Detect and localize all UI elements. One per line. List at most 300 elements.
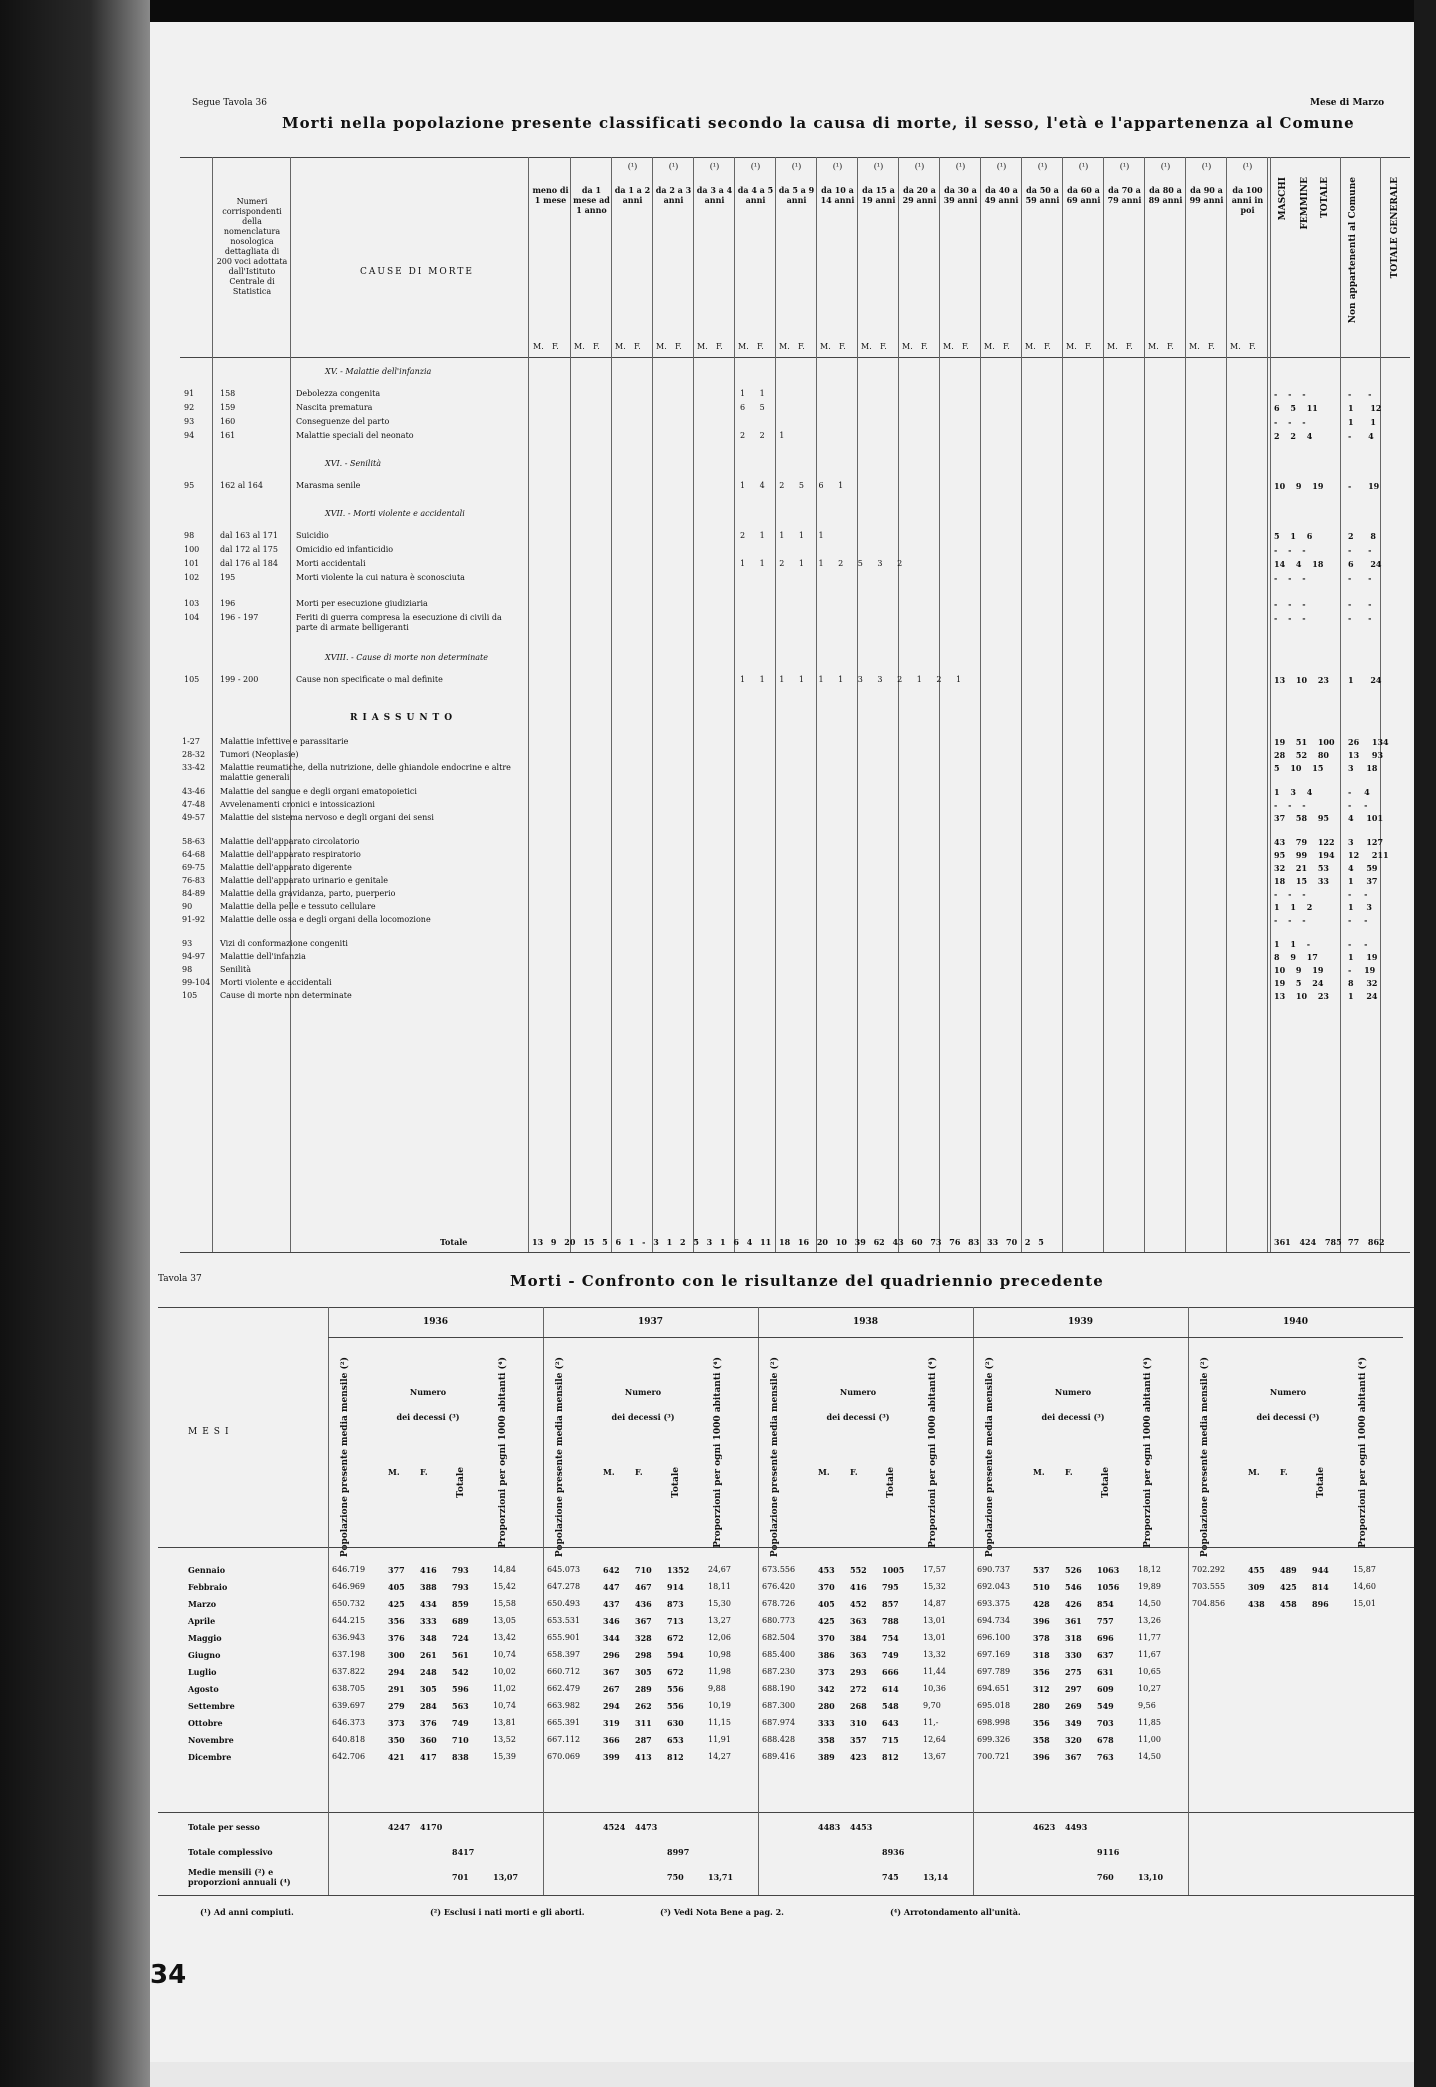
total-deaths: 814 xyxy=(1312,1582,1329,1592)
male-deaths: 510 xyxy=(1033,1582,1050,1592)
age-note: (¹) xyxy=(914,162,925,171)
total-deaths: 696 xyxy=(1097,1633,1114,1643)
row-number: 93 xyxy=(184,417,195,426)
total-deaths: 724 xyxy=(452,1633,469,1643)
year-divider xyxy=(758,1307,759,1895)
summary-cause: Malattie dell'apparato circolatorio xyxy=(220,837,360,846)
proportion: 11,02 xyxy=(493,1684,516,1693)
female-head: F. xyxy=(593,342,600,351)
summary-total-general: - 19 xyxy=(1348,965,1376,975)
total-deaths: 672 xyxy=(667,1667,684,1677)
summary-totals: - - - xyxy=(1274,889,1306,899)
summary-code: 105 xyxy=(182,991,198,1000)
male-head: M. xyxy=(1107,342,1118,351)
male-deaths: 396 xyxy=(1033,1616,1050,1626)
summary-cause: Avvelenamenti cronici e intossicazioni xyxy=(220,800,375,809)
proporzione-annuale: 13,07 xyxy=(493,1872,519,1882)
age-note: (¹) xyxy=(1242,162,1253,171)
male-deaths: 358 xyxy=(1033,1735,1050,1745)
male-deaths: 378 xyxy=(1033,1633,1050,1643)
row-code: 159 xyxy=(220,403,236,412)
female-deaths: 363 xyxy=(850,1650,867,1660)
age-note: (¹) xyxy=(955,162,966,171)
male-deaths: 291 xyxy=(388,1684,405,1694)
year-rule xyxy=(758,1337,973,1338)
summary-totals: - - - xyxy=(1274,915,1306,925)
media-mensile: 760 xyxy=(1097,1872,1114,1882)
age-group-label: da 3 a 4 anni xyxy=(696,185,733,205)
pop-value: 694.734 xyxy=(977,1616,1011,1625)
proportion: 14,50 xyxy=(1138,1599,1161,1608)
row-totals: - - - xyxy=(1274,573,1306,583)
total-deaths: 754 xyxy=(882,1633,899,1643)
summary-cause: Malattie del sistema nervoso e degli organi dei sensi xyxy=(220,813,434,822)
media-mensile: 701 xyxy=(452,1872,469,1882)
pop-value: 655.901 xyxy=(547,1633,581,1642)
proporzione-annuale: 13,14 xyxy=(923,1872,949,1882)
month-label: Dicembre xyxy=(188,1752,232,1762)
summary-cause: Malattie della pelle e tessuto cellulare xyxy=(220,902,376,911)
age-group-label: da 80 a 89 anni xyxy=(1148,185,1183,205)
age-col-divider xyxy=(980,157,981,1252)
male-deaths: 312 xyxy=(1033,1684,1050,1694)
age-note: (¹) xyxy=(627,162,638,171)
decessi-head: dei decessi (³) xyxy=(1256,1412,1320,1422)
male-deaths: 447 xyxy=(603,1582,620,1592)
proportion: 11,44 xyxy=(923,1667,946,1676)
decessi-head: dei decessi (³) xyxy=(826,1412,890,1422)
pop-value: 693.375 xyxy=(977,1599,1011,1608)
female-deaths: 710 xyxy=(635,1565,652,1575)
male-head: M. xyxy=(984,342,995,351)
proporzione-annuale: 13,71 xyxy=(708,1872,734,1882)
row-totals: 5 1 6 xyxy=(1274,531,1313,541)
total-deaths: 859 xyxy=(452,1599,469,1609)
age-col-divider xyxy=(1144,157,1145,1252)
age-note: (¹) xyxy=(873,162,884,171)
total-deaths: 1352 xyxy=(667,1565,690,1575)
row-cause: Morti per esecuzione giudiziaria xyxy=(296,599,428,608)
row-total-general: - - xyxy=(1348,389,1372,399)
male-deaths: 356 xyxy=(1033,1718,1050,1728)
age-group-label: da 1 a 2 anni xyxy=(614,185,651,205)
pop-value: 702.292 xyxy=(1192,1565,1226,1574)
total-deaths: 793 xyxy=(452,1565,469,1575)
row-number: 94 xyxy=(184,431,195,440)
row-total-general: - - xyxy=(1348,613,1372,623)
table-comparison xyxy=(158,1307,1414,1897)
total-deaths: 666 xyxy=(882,1667,899,1677)
summary-total-general: 1 3 xyxy=(1348,902,1372,912)
total-deaths: 854 xyxy=(1097,1599,1114,1609)
male-deaths: 300 xyxy=(388,1650,405,1660)
male-deaths: 537 xyxy=(1033,1565,1050,1575)
female-deaths: 287 xyxy=(635,1735,652,1745)
age-col-divider xyxy=(1185,157,1186,1252)
row-number: 102 xyxy=(184,573,200,582)
summary-cause: Cause di morte non determinate xyxy=(220,991,352,1000)
age-group-label: meno di 1 mese xyxy=(532,185,569,205)
summary-code: 94-97 xyxy=(182,952,206,961)
summary-total-general: 26 134 xyxy=(1348,737,1389,747)
female-deaths: 363 xyxy=(850,1616,867,1626)
female-deaths: 416 xyxy=(420,1565,437,1575)
pop-value: 653.531 xyxy=(547,1616,581,1625)
female-deaths: 357 xyxy=(850,1735,867,1745)
m-head: M. xyxy=(603,1467,615,1477)
male-deaths: 405 xyxy=(388,1582,405,1592)
male-deaths: 373 xyxy=(818,1667,835,1677)
female-deaths: 320 xyxy=(1065,1735,1082,1745)
pop-value: 647.278 xyxy=(547,1582,581,1591)
total-deaths: 561 xyxy=(452,1650,469,1660)
row-total-general: 1 1 xyxy=(1348,417,1376,427)
table2-title: Morti - Confronto con le risultanze del quadriennio precedente xyxy=(510,1272,1104,1290)
age-group-label: da 20 a 29 anni xyxy=(902,185,937,205)
male-deaths: 358 xyxy=(818,1735,835,1745)
total-deaths: 672 xyxy=(667,1633,684,1643)
summary-total-general: - - xyxy=(1348,889,1368,899)
total-deaths: 637 xyxy=(1097,1650,1114,1660)
male-deaths: 309 xyxy=(1248,1582,1265,1592)
m-head: M. xyxy=(1033,1467,1045,1477)
row-number: 98 xyxy=(184,531,195,540)
summary-total-general: 8 32 xyxy=(1348,978,1378,988)
proportion: 10,27 xyxy=(1138,1684,1161,1693)
footnote: (¹) Ad anni compiuti. xyxy=(200,1907,294,1917)
age-group-label: da 40 a 49 anni xyxy=(984,185,1019,205)
table-causes xyxy=(180,157,1410,1257)
year-rule xyxy=(973,1337,1188,1338)
month-label: Giugno xyxy=(188,1650,221,1660)
col-cause-header: CAUSE DI MORTE xyxy=(360,267,474,277)
summary-cause: Malattie dell'apparato respiratorio xyxy=(220,850,361,859)
male-deaths: 373 xyxy=(388,1718,405,1728)
row-cause: Malattie speciali del neonato xyxy=(296,431,414,440)
female-deaths: 261 xyxy=(420,1650,437,1660)
pop-value: 639.697 xyxy=(332,1701,366,1710)
row-code: 199 - 200 xyxy=(220,675,259,684)
pop-value: 665.391 xyxy=(547,1718,581,1727)
female-head: F. xyxy=(757,342,764,351)
proportion: 10,19 xyxy=(708,1701,731,1710)
header-left: Segue Tavola 36 xyxy=(192,98,267,108)
female-deaths: 552 xyxy=(850,1565,867,1575)
row-code: 196 xyxy=(220,599,236,608)
pop-value: 673.556 xyxy=(762,1565,796,1574)
summary-totals: 5 10 15 xyxy=(1274,763,1324,773)
age-col-divider xyxy=(693,157,694,1252)
proportion: 17,57 xyxy=(923,1565,946,1574)
summary-code: 1-27 xyxy=(182,737,200,746)
tot-female: 4493 xyxy=(1065,1822,1088,1832)
row-totals: - - - xyxy=(1274,545,1306,555)
row-total-general: 1 24 xyxy=(1348,675,1382,685)
male-deaths: 425 xyxy=(818,1616,835,1626)
tot-female: 4170 xyxy=(420,1822,443,1832)
male-head: M. xyxy=(1230,342,1241,351)
summary-total-general: 1 24 xyxy=(1348,991,1378,1001)
age-group-label: da 1 mese ad 1 anno xyxy=(573,185,610,215)
male-head: M. xyxy=(902,342,913,351)
summary-totals: 95 99 194 xyxy=(1274,850,1335,860)
proportion: 24,67 xyxy=(708,1565,731,1574)
age-col-divider xyxy=(775,157,776,1252)
age-col-divider xyxy=(734,157,735,1252)
male-deaths: 367 xyxy=(603,1667,620,1677)
proportion: 13,32 xyxy=(923,1650,946,1659)
male-deaths: 356 xyxy=(388,1616,405,1626)
female-deaths: 384 xyxy=(850,1633,867,1643)
year-divider xyxy=(543,1307,544,1895)
female-deaths: 423 xyxy=(850,1752,867,1762)
age-col-divider xyxy=(1267,157,1268,1252)
year-label: 1937 xyxy=(637,1317,664,1327)
age-col-divider xyxy=(857,157,858,1252)
total-deaths: 678 xyxy=(1097,1735,1114,1745)
summary-totals: 37 58 95 xyxy=(1274,813,1329,823)
decessi-head: dei decessi (³) xyxy=(1041,1412,1105,1422)
female-deaths: 310 xyxy=(850,1718,867,1728)
proportion: 14,84 xyxy=(493,1565,516,1574)
age-col-divider xyxy=(1103,157,1104,1252)
totals-header: Non appartenenti al Comune xyxy=(1348,177,1358,324)
tot-complessivo: 8936 xyxy=(882,1847,905,1857)
pop-value: 690.737 xyxy=(977,1565,1011,1574)
row-code: dal 176 al 184 xyxy=(220,559,278,568)
age-note: (¹) xyxy=(668,162,679,171)
female-deaths: 416 xyxy=(850,1582,867,1592)
pop-value: 646.969 xyxy=(332,1582,366,1591)
section-heading: XV. - Malattie dell'infanzia xyxy=(325,367,432,376)
proportion: 11,67 xyxy=(1138,1650,1161,1659)
row-totals: 6 5 11 xyxy=(1274,403,1318,413)
summary-code: 58-63 xyxy=(182,837,206,846)
total-deaths: 873 xyxy=(667,1599,684,1609)
totals-header: TOTALE xyxy=(1320,177,1330,218)
summary-total-general: - - xyxy=(1348,915,1368,925)
summary-totals: 19 51 100 xyxy=(1274,737,1335,747)
row-total-general: - - xyxy=(1348,545,1372,555)
row-total-general: - 4 xyxy=(1348,431,1374,441)
age-note: (¹) xyxy=(832,162,843,171)
row-number: 92 xyxy=(184,403,195,412)
row-totals: - - - xyxy=(1274,417,1306,427)
male-deaths: 280 xyxy=(1033,1701,1050,1711)
month-label: Marzo xyxy=(188,1599,217,1609)
total-deaths: 594 xyxy=(667,1650,684,1660)
female-deaths: 417 xyxy=(420,1752,437,1762)
total-totals: 361 424 785 xyxy=(1274,1237,1342,1247)
decessi-head: dei decessi (³) xyxy=(396,1412,460,1422)
female-head: F. xyxy=(1167,342,1174,351)
age-group-label: da 5 a 9 anni xyxy=(778,185,815,205)
row-total-general: 6 24 xyxy=(1348,559,1382,569)
male-deaths: 405 xyxy=(818,1599,835,1609)
female-deaths: 376 xyxy=(420,1718,437,1728)
total-deaths: 812 xyxy=(667,1752,684,1762)
row-code: 196 - 197 xyxy=(220,613,259,622)
summary-total-general: 12 211 xyxy=(1348,850,1389,860)
total-deaths: 857 xyxy=(882,1599,899,1609)
prop-head: Proporzioni per ogni 1000 abitanti (⁴) xyxy=(1143,1357,1153,1548)
page-number: 34 xyxy=(150,1960,187,1990)
f-head: F. xyxy=(1065,1467,1073,1477)
month-label: Ottobre xyxy=(188,1718,223,1728)
proportion: 18,12 xyxy=(1138,1565,1161,1574)
total-deaths: 713 xyxy=(667,1616,684,1626)
female-deaths: 318 xyxy=(1065,1633,1082,1643)
summary-code: 64-68 xyxy=(182,850,206,859)
total-deaths: 596 xyxy=(452,1684,469,1694)
tot-male: 4524 xyxy=(603,1822,626,1832)
male-head: M. xyxy=(656,342,667,351)
female-deaths: 425 xyxy=(1280,1582,1297,1592)
row-number: 103 xyxy=(184,599,200,608)
male-deaths: 342 xyxy=(818,1684,835,1694)
female-deaths: 360 xyxy=(420,1735,437,1745)
totale-sesso-label: Totale per sesso xyxy=(188,1822,260,1832)
female-deaths: 269 xyxy=(1065,1701,1082,1711)
summary-code: 98 xyxy=(182,965,193,974)
total-deaths: 1063 xyxy=(1097,1565,1120,1575)
total-deaths: 838 xyxy=(452,1752,469,1762)
male-head: M. xyxy=(697,342,708,351)
age-group-label: da 70 a 79 anni xyxy=(1107,185,1142,205)
proportion: 15,32 xyxy=(923,1582,946,1591)
document-page xyxy=(150,22,1414,2062)
summary-code: 49-57 xyxy=(182,813,206,822)
total-deaths: 556 xyxy=(667,1684,684,1694)
female-deaths: 426 xyxy=(1065,1599,1082,1609)
m-head: M. xyxy=(388,1467,400,1477)
pop-value: 685.400 xyxy=(762,1650,796,1659)
male-deaths: 370 xyxy=(818,1633,835,1643)
male-head: M. xyxy=(533,342,544,351)
decessi-head: dei decessi (³) xyxy=(611,1412,675,1422)
summary-totals: 1 1 - xyxy=(1274,939,1311,949)
male-deaths: 386 xyxy=(818,1650,835,1660)
pop-value: 650.493 xyxy=(547,1599,581,1608)
female-deaths: 413 xyxy=(635,1752,652,1762)
tot-male: 4623 xyxy=(1033,1822,1056,1832)
pop-value: 667.112 xyxy=(547,1735,581,1744)
age-col-divider xyxy=(1226,157,1227,1252)
total-deaths: 896 xyxy=(1312,1599,1329,1609)
year-divider xyxy=(1188,1307,1189,1895)
row-values: 2 2 1 xyxy=(740,431,791,440)
year-rule xyxy=(1188,1337,1403,1338)
age-col-divider xyxy=(1021,157,1022,1252)
month-label: Agosto xyxy=(188,1684,219,1694)
summary-totals: 1 3 4 xyxy=(1274,787,1313,797)
f-head: F. xyxy=(420,1467,428,1477)
pop-value: 682.504 xyxy=(762,1633,796,1642)
pop-value: 660.712 xyxy=(547,1667,581,1676)
proportion: 11,- xyxy=(923,1718,939,1727)
pop-value: 695.018 xyxy=(977,1701,1011,1710)
male-deaths: 346 xyxy=(603,1616,620,1626)
male-head: M. xyxy=(615,342,626,351)
row-values: 1 1 1 1 1 1 3 3 2 1 2 1 xyxy=(740,675,968,684)
row-cause: Cause non specificate o mal definite xyxy=(296,675,443,684)
male-deaths: 642 xyxy=(603,1565,620,1575)
numero-head: Numero xyxy=(409,1387,447,1397)
summary-totals: 13 10 23 xyxy=(1274,991,1329,1001)
year-label: 1936 xyxy=(422,1317,449,1327)
row-totals: - - - xyxy=(1274,599,1306,609)
male-head: M. xyxy=(1066,342,1077,351)
age-note: (¹) xyxy=(791,162,802,171)
proportion: 15,42 xyxy=(493,1582,516,1591)
row-number: 105 xyxy=(184,675,200,684)
proportion: 10,74 xyxy=(493,1701,516,1710)
female-deaths: 367 xyxy=(1065,1752,1082,1762)
section-heading: XVIII. - Cause di morte non determinate xyxy=(325,653,488,662)
proportion: 13,67 xyxy=(923,1752,946,1761)
summary-code: 84-89 xyxy=(182,889,206,898)
summary-cause: Malattie dell'apparato digerente xyxy=(220,863,352,872)
female-deaths: 284 xyxy=(420,1701,437,1711)
female-deaths: 262 xyxy=(635,1701,652,1711)
summary-code: 90 xyxy=(182,902,193,911)
female-deaths: 361 xyxy=(1065,1616,1082,1626)
proportion: 14,50 xyxy=(1138,1752,1161,1761)
pop-value: 638.705 xyxy=(332,1684,366,1693)
female-deaths: 489 xyxy=(1280,1565,1297,1575)
proportion: 11,91 xyxy=(708,1735,731,1744)
male-head: M. xyxy=(574,342,585,351)
prop-head: Proporzioni per ogni 1000 abitanti (⁴) xyxy=(928,1357,938,1548)
age-group-label: da 60 a 69 anni xyxy=(1066,185,1101,205)
proportion: 15,01 xyxy=(1353,1599,1376,1608)
pop-head: Popolazione presente media mensile (²) xyxy=(340,1357,350,1558)
female-head: F. xyxy=(716,342,723,351)
summary-total-general: - 4 xyxy=(1348,787,1370,797)
proportion: 15,39 xyxy=(493,1752,516,1761)
female-deaths: 452 xyxy=(850,1599,867,1609)
proportion: 10,98 xyxy=(708,1650,731,1659)
proportion: 13,81 xyxy=(493,1718,516,1727)
summary-cause: Malattie dell'apparato urinario e genitale xyxy=(220,876,388,885)
proportion: 9,70 xyxy=(923,1701,941,1710)
male-deaths: 280 xyxy=(818,1701,835,1711)
total-deaths: 643 xyxy=(882,1718,899,1728)
proportion: 13,05 xyxy=(493,1616,516,1625)
male-head: M. xyxy=(861,342,872,351)
pop-value: 646.373 xyxy=(332,1718,366,1727)
proportion: 14,60 xyxy=(1353,1582,1376,1591)
row-number: 101 xyxy=(184,559,200,568)
year-rule xyxy=(543,1337,758,1338)
row-cause: Suicidio xyxy=(296,531,329,540)
month-label: Novembre xyxy=(188,1735,234,1745)
col-num-header: Numeri corrispondenti della nomenclatura nosologica dettagliata di 200 voci adottata dall'Istituto Centrale di Statistica xyxy=(216,197,288,296)
month-label: Luglio xyxy=(188,1667,217,1677)
summary-total-general: 13 93 xyxy=(1348,750,1384,760)
pop-value: 687.974 xyxy=(762,1718,796,1727)
row-cause: Morti accidentali xyxy=(296,559,366,568)
pop-value: 637.822 xyxy=(332,1667,366,1676)
row-code: 161 xyxy=(220,431,236,440)
total-general: 77 862 xyxy=(1348,1237,1385,1247)
summary-totals: 10 9 19 xyxy=(1274,965,1324,975)
row-code: 158 xyxy=(220,389,236,398)
age-group-label: da 50 a 59 anni xyxy=(1025,185,1060,205)
female-deaths: 305 xyxy=(635,1667,652,1677)
age-col-divider xyxy=(570,157,571,1252)
total-deaths: 749 xyxy=(882,1650,899,1660)
